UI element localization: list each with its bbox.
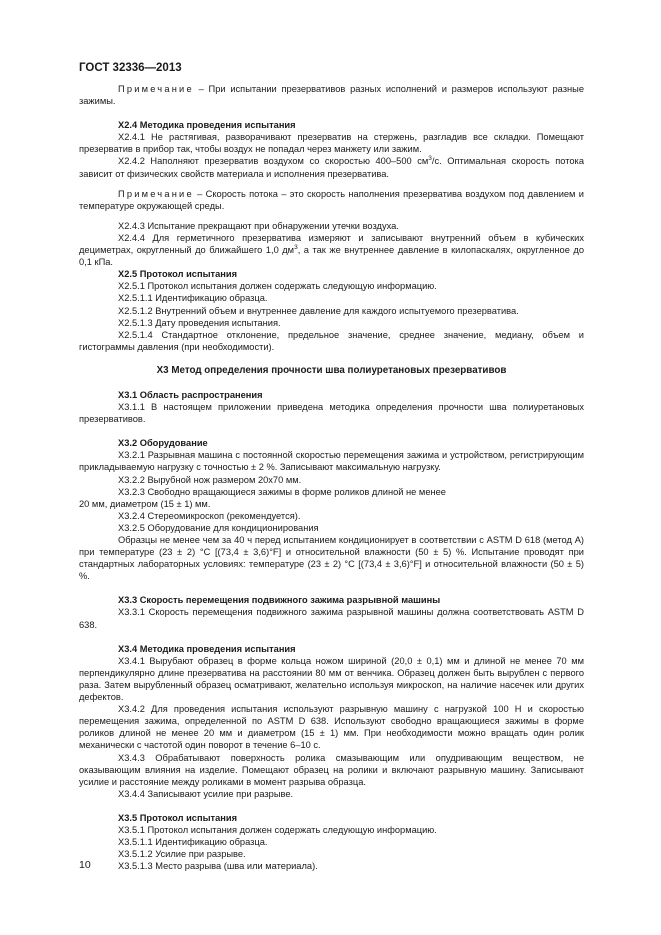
paragraph: Х3.4.3 Обрабатывают поверхность ролика смазывающим или опудривающим веществом, не оказывающим влияния на изделие. Помещают образец на ролики и включают разрывную машину. Записывают усилие и расстояние между роликами в момент разрыва образца. bbox=[79, 752, 584, 787]
paragraph: Х2.4.1 Не растягивая, разворачивают презерватив на стержень, разгладив все складки. Помещают презерватив в прибор так, чтобы воздух не попадал через манжету или зажим. bbox=[79, 132, 584, 155]
paragraph: Х3.2.5 Оборудование для кондиционирования bbox=[118, 522, 319, 533]
paragraph: Х3.1.1 В настоящем приложении приведена методика определения прочности шва полиуретановых презервативов. bbox=[79, 402, 584, 425]
section-heading: Х3.1 Область распространения bbox=[118, 389, 263, 400]
note-label: Примечание bbox=[118, 84, 194, 94]
paragraph: Х2.5.1 Протокол испытания должен содержать следующую информацию. bbox=[118, 281, 437, 292]
section-heading: Х3.5 Протокол испытания bbox=[118, 812, 238, 823]
section-heading: Х3.4 Методика проведения испытания bbox=[118, 643, 296, 654]
paragraph: Х2.5.1.2 Внутренний объем и внутреннее давление для каждого испытуемого презерватива. bbox=[118, 305, 519, 316]
paragraph: Х3.4.1 Вырубают образец в форме кольца ножом шириной (20,0 ± 0,1) мм и длиной не менее 70 мм перпендикулярно длине презерватива на расстоянии 80 мм от венчика. Образец должен быть вырублен с первого раза. Затем вырубленный образец осматривают, желательно используя микроскоп, на наличие насечек или других дефектов. bbox=[79, 655, 584, 703]
paragraph: Х3.2.1 Разрывная машина с постоянной скоростью перемещения зажима и устройством, регистрирующим прикладываемую нагрузку с точностью ± 2 %. Записывают максимальную нагрузку. bbox=[79, 450, 584, 473]
paragraph: Х2.5.1.4 Стандартное отклонение, предельное значение, среднее значение, медиану, объем и гистограммы давления (при необходимости). bbox=[79, 329, 584, 352]
paragraph-continuation: 20 мм, диаметром (15 ± 1) мм. bbox=[79, 498, 211, 509]
section-heading: Х3.3 Скорость перемещения подвижного зажима разрывной машины bbox=[118, 595, 441, 606]
paragraph: Х2.5.1.1 Идентификацию образца. bbox=[118, 293, 268, 304]
paragraph: Х2.4.3 Испытание прекращают при обнаружении утечки воздуха. bbox=[118, 220, 399, 231]
paragraph: Х3.5.1.2 Усилие при разрыве. bbox=[118, 849, 246, 860]
paragraph: Х3.5.1 Протокол испытания должен содержать следующую информацию. bbox=[118, 824, 437, 835]
page-number: 10 bbox=[79, 859, 91, 871]
section-heading: Х2.5 Протокол испытания bbox=[118, 269, 238, 280]
paragraph: Х3.4.2 Для проведения испытания используют разрывную машину с нагрузкой 100 Н и скоростью перемещения зажима, определенной по ASTM D 638. Используют свободно вращающиеся зажимы в форме роликов длиной не менее 20 мм и диаметром (15 ± 1) мм. При необходимости можно вращать один ролик механически с частотой один поворот в течение 6–10 с. bbox=[79, 704, 584, 751]
note-flow-rate: Примечание – Скорость потока – это скорость наполнения презерватива воздухом под давлением и температуре окружающей среды. bbox=[79, 188, 584, 211]
paragraph: Х3.5.1.3 Место разрыва (шва или материала). bbox=[118, 861, 318, 872]
page-body bbox=[79, 83, 584, 872]
paragraph: Х3.2.4 Стереомикроскоп (рекомендуется). bbox=[118, 510, 301, 521]
paragraph: Х2.4.4 Для герметичного презерватива измеряют и записывают внутренний объем в кубических дециметрах, округленный до ближайшего 1,0 $дм^3$, а так же внутреннее давление в килопаскалях, округленное до 0,1 кПа. bbox=[79, 232, 584, 268]
paragraph: Х2.4.2 Наполняют презерватив воздухом со скоростью 400–500 $см^3/с$. Оптимальная скорость потока зависит от физических свойств материала и исполнения презерватива. bbox=[79, 155, 584, 179]
paragraph: Образцы не менее чем за 40 ч перед испытанием кондиционирует в соответствии с ASTM D 618 (метод А) при температуре (23 ± 2) °C [(73,4 ± 3,6)°F] и относительной влажности (50 ± 5) %. Испытание проводят при стандартных лабораторных условиях: температуре (23 ± 2) °C [(73,4 ± 3,6)°F] и относительной влажности (50 ± 5) %. bbox=[79, 535, 584, 582]
paragraph: Х3.4.4 Записывают усилие при разрыве. bbox=[118, 788, 294, 799]
section-heading: Х2.4 Методика проведения испытания bbox=[118, 120, 296, 131]
paragraph: Х2.5.1.3 Дату проведения испытания. bbox=[118, 317, 281, 328]
paragraph: Х3.2.2 Вырубной нож размером 20х70 мм. bbox=[118, 474, 302, 485]
note-x24: Примечание – При испытании презервативов разных исполнений и размеров используют разные зажимы. bbox=[79, 84, 584, 107]
appendix-title: Х3 Метод определения прочности шва полиуретановых презервативов bbox=[156, 364, 507, 376]
paragraph: Х3.3.1 Скорость перемещения подвижного зажима разрывной машины должна соответствовать ASTM D 638. bbox=[79, 607, 584, 630]
note-label: Примечание bbox=[118, 188, 194, 199]
paragraph: Х3.2.3 Свободно вращающиеся зажимы в форме роликов длиной не менее bbox=[118, 486, 446, 497]
paragraph: Х3.5.1.1 Идентификацию образца. bbox=[118, 837, 268, 848]
section-heading: Х3.2 Оборудование bbox=[118, 438, 208, 449]
document-header: ГОСТ 32336—2013 bbox=[79, 62, 182, 74]
